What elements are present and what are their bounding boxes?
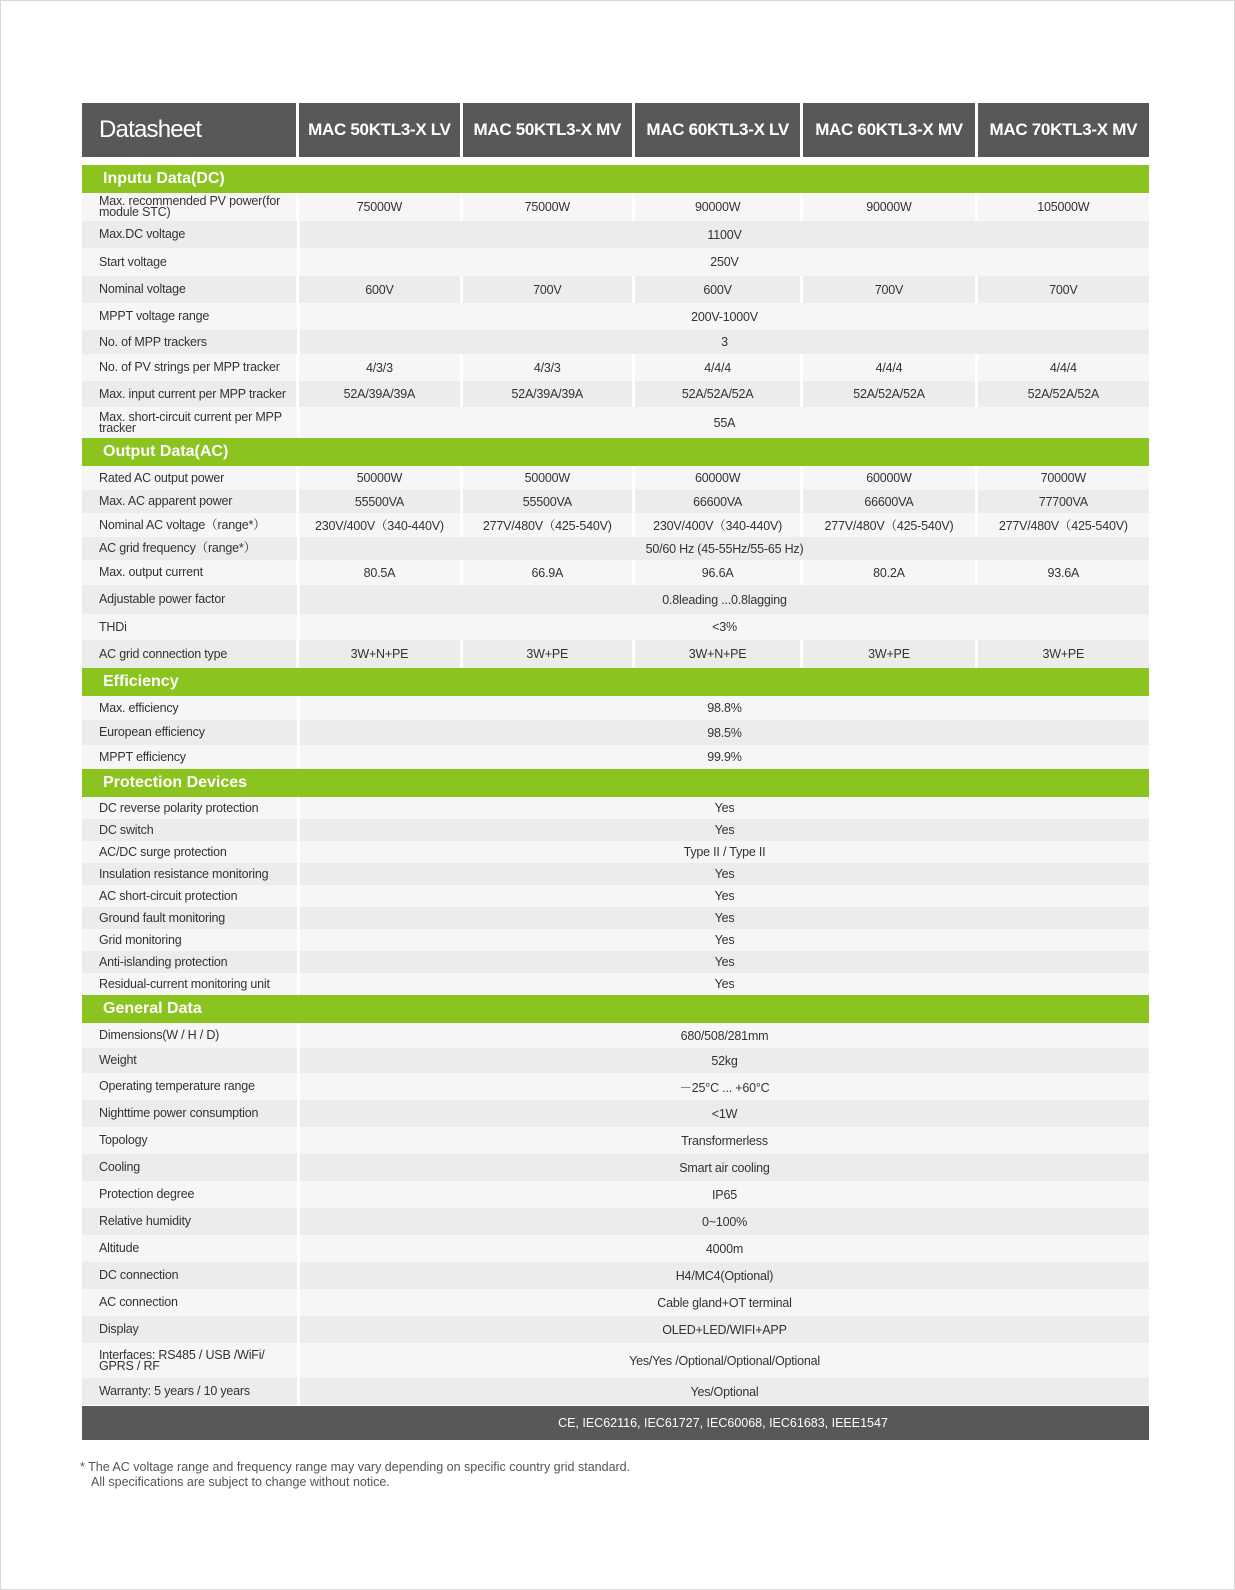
spec-label: AC grid frequency（range*） [82,537,297,560]
table-row [82,221,1149,248]
spec-label: Relative humidity [82,1208,297,1235]
spec-value: 60000W [803,466,974,490]
table-row [82,885,1149,907]
table-row [82,513,1149,537]
spec-value: 3W+N+PE [635,640,800,668]
table-row [82,1289,1149,1316]
table-row [82,1343,1149,1378]
spec-label: No. of PV strings per MPP tracker [82,354,296,381]
spec-label: DC reverse polarity protection [82,797,297,819]
spec-label: MPPT voltage range [82,303,297,330]
table-row [82,1100,1149,1127]
spec-label: Weight [82,1048,297,1073]
table-row [82,1378,1149,1405]
model-column-header: MAC 50KTL3-X LV [299,103,459,157]
section-header: General Data [82,995,1149,1023]
spec-value-all-models: Yes [297,797,1149,819]
table-row [82,819,1149,841]
spec-value-all-models: 250V [297,248,1149,276]
spec-label: Max. output current [82,560,296,585]
footnote-voltage-range: * The AC voltage range and frequency range may vary depending on specific country grid standard. [80,1460,631,1474]
spec-value-all-models: <3% [297,614,1149,640]
table-row [82,797,1149,819]
table-row [82,1235,1149,1262]
spec-label: Rated AC output power [82,466,296,490]
spec-value: 277V/480V（425-540V) [978,513,1149,537]
spec-label: Anti-islanding protection [82,951,297,973]
spec-value: 96.6A [635,560,800,585]
spec-value: 50000W [299,466,459,490]
spec-value-all-models: 52kg [297,1048,1149,1073]
spec-label: Max. input current per MPP tracker [82,381,296,407]
table-row [82,276,1149,303]
spec-label: Nighttime power consumption [82,1100,297,1127]
spec-value-all-models: Yes/Yes /Optional/Optional/Optional [297,1343,1149,1378]
spec-value: 4/3/3 [463,354,632,381]
table-row [82,1181,1149,1208]
table-row [82,745,1149,769]
spec-value: 60000W [635,466,800,490]
spec-label: Max.DC voltage [82,221,297,248]
spec-value: 3W+N+PE [299,640,459,668]
spec-value-all-models: IP65 [297,1181,1149,1208]
spec-label: DC connection [82,1262,297,1289]
section-header: Inputu Data(DC) [82,165,1149,193]
table-row [82,951,1149,973]
table-row [82,1073,1149,1100]
spec-value: 3W+PE [978,640,1149,668]
spec-value: 70000W [978,466,1149,490]
spec-value-all-models: 0.8leading ...0.8lagging [297,585,1149,614]
table-row [82,303,1149,330]
spec-label: AC/DC surge protection [82,841,297,863]
table-row [82,354,1149,381]
spec-value-all-models: －25°C ... +60°C [297,1073,1149,1100]
table-row [82,863,1149,885]
spec-label: Start voltage [82,248,297,276]
spec-label: Operating temperature range [82,1073,297,1100]
spec-value-all-models: 98.8% [297,696,1149,720]
spec-value: 277V/480V（425-540V) [803,513,974,537]
spec-value: 52A/39A/39A [463,381,632,407]
certifications-text: CE, IEC62116, IEC61727, IEC60068, IEC61683, IEEE1547 [558,1416,888,1430]
spec-value: 80.5A [299,560,459,585]
spec-value: 52A/39A/39A [299,381,459,407]
spec-value: 77700VA [978,490,1149,513]
spec-value-all-models: Yes [297,929,1149,951]
spec-value: 700V [463,276,632,303]
spec-value: 66600VA [803,490,974,513]
spec-value-all-models: Yes [297,907,1149,929]
spec-value: 75000W [463,193,632,221]
spec-value-all-models: 55A [297,407,1149,438]
spec-value-all-models: Yes [297,819,1149,841]
spec-value-all-models: <1W [297,1100,1149,1127]
spec-value: 4/4/4 [978,354,1149,381]
spec-value-all-models: 200V-1000V [297,303,1149,330]
table-row [82,585,1149,614]
spec-label: Max. AC apparent power [82,490,296,513]
table-row [82,1154,1149,1181]
spec-value-all-models: 50/60 Hz (45-55Hz/55-65 Hz) [297,537,1149,560]
spec-label: AC connection [82,1289,297,1316]
datasheet-table [82,103,1149,1440]
table-body [82,165,1149,1405]
spec-value: 230V/400V（340-440V) [635,513,800,537]
spec-value-all-models: Smart air cooling [297,1154,1149,1181]
spec-label: Residual-current monitoring unit [82,973,297,995]
table-row [82,1262,1149,1289]
model-column-header: MAC 70KTL3-X MV [978,103,1149,157]
spec-value-all-models: 680/508/281mm [297,1023,1149,1048]
table-row [82,490,1149,513]
spec-value: 52A/52A/52A [978,381,1149,407]
section-header: Output Data(AC) [82,438,1149,466]
spec-value: 600V [299,276,459,303]
spec-value-all-models: H4/MC4(Optional) [297,1262,1149,1289]
table-row [82,248,1149,276]
certifications-bar [82,1406,1149,1440]
table-row [82,1023,1149,1048]
spec-value-all-models: Transformerless [297,1127,1149,1154]
spec-value-all-models: 99.9% [297,745,1149,769]
section-header: Efficiency [82,668,1149,696]
table-row [82,841,1149,863]
spec-value-all-models: OLED+LED/WIFI+APP [297,1316,1149,1343]
spec-label: Protection degree [82,1181,297,1208]
table-row [82,614,1149,640]
spec-value-all-models: Yes [297,885,1149,907]
spec-value: 4/4/4 [803,354,974,381]
table-row [82,537,1149,560]
section-header: Protection Devices [82,769,1149,797]
spec-label: Warranty: 5 years / 10 years [82,1378,297,1405]
spec-value-all-models: 4000m [297,1235,1149,1262]
table-row [82,407,1149,438]
spec-label: Grid monitoring [82,929,297,951]
spec-label: Dimensions(W / H / D) [82,1023,297,1048]
spec-label: Display [82,1316,297,1343]
footnotes [80,1460,630,1490]
spec-value-all-models: Yes/Optional [297,1378,1149,1405]
table-row [82,696,1149,720]
spec-label: Topology [82,1127,297,1154]
table-row [82,466,1149,490]
spec-value: 93.6A [978,560,1149,585]
spec-value: 80.2A [803,560,974,585]
model-column-header: MAC 50KTL3-X MV [463,103,632,157]
spec-value-all-models: Type II / Type II [297,841,1149,863]
spec-label: AC grid connection type [82,640,296,668]
spec-label: Altitude [82,1235,297,1262]
spec-value: 277V/480V（425-540V) [463,513,632,537]
spec-label: Cooling [82,1154,297,1181]
spec-value: 3W+PE [803,640,974,668]
spec-value: 3W+PE [463,640,632,668]
table-row [82,973,1149,995]
spec-label: Nominal voltage [82,276,296,303]
table-row [82,640,1149,668]
spec-value: 230V/400V（340-440V) [299,513,459,537]
spec-value-all-models: Yes [297,973,1149,995]
spec-value: 66.9A [463,560,632,585]
model-column-header: MAC 60KTL3-X LV [635,103,800,157]
spec-label: Max. short-circuit current per MPP tracker [82,407,297,438]
spec-label: Adjustable power factor [82,585,297,614]
spec-value: 66600VA [635,490,800,513]
spec-value: 700V [978,276,1149,303]
spec-value-all-models: 3 [297,330,1149,354]
spec-value: 90000W [803,193,974,221]
table-row [82,560,1149,585]
table-row [82,330,1149,354]
spec-value: 4/4/4 [635,354,800,381]
spec-value-all-models: 98.5% [297,720,1149,745]
spec-label: AC short-circuit protection [82,885,297,907]
spec-value: 600V [635,276,800,303]
spec-label: MPPT efficiency [82,745,297,769]
spec-label: Max. recommended PV power(for module STC) [82,193,296,221]
spec-value: 52A/52A/52A [803,381,974,407]
spec-label: Nominal AC voltage（range*） [82,513,296,537]
spec-label: European efficiency [82,720,297,745]
table-row [82,381,1149,407]
datasheet-title: Datasheet [82,103,296,157]
spec-label: No. of MPP trackers [82,330,297,354]
spec-value: 700V [803,276,974,303]
table-row [82,1127,1149,1154]
model-column-header: MAC 60KTL3-X MV [803,103,974,157]
spec-label: Ground fault monitoring [82,907,297,929]
footnote-specifications: All specifications are subject to change without notice. [91,1475,390,1489]
spec-value: 50000W [463,466,632,490]
spec-value-all-models: Yes [297,863,1149,885]
spec-value: 52A/52A/52A [635,381,800,407]
table-row [82,193,1149,221]
spec-value-all-models: 0~100% [297,1208,1149,1235]
spec-label: Interfaces: RS485 / USB /WiFi/ GPRS / RF [82,1343,297,1378]
spec-value-all-models: Cable gland+OT terminal [297,1289,1149,1316]
table-row [82,1316,1149,1343]
table-row [82,907,1149,929]
table-header [82,103,1149,157]
spec-label: Max. efficiency [82,696,297,720]
spec-label: THDi [82,614,297,640]
table-row [82,1048,1149,1073]
spec-value-all-models: 1100V [297,221,1149,248]
table-row [82,929,1149,951]
spec-value: 75000W [299,193,459,221]
spec-value: 55500VA [463,490,632,513]
table-row [82,720,1149,745]
table-row [82,1208,1149,1235]
spec-value: 4/3/3 [299,354,459,381]
spec-value: 105000W [978,193,1149,221]
spec-value: 90000W [635,193,800,221]
spec-label: DC switch [82,819,297,841]
spec-value: 55500VA [299,490,459,513]
spec-value-all-models: Yes [297,951,1149,973]
spec-label: Insulation resistance monitoring [82,863,297,885]
